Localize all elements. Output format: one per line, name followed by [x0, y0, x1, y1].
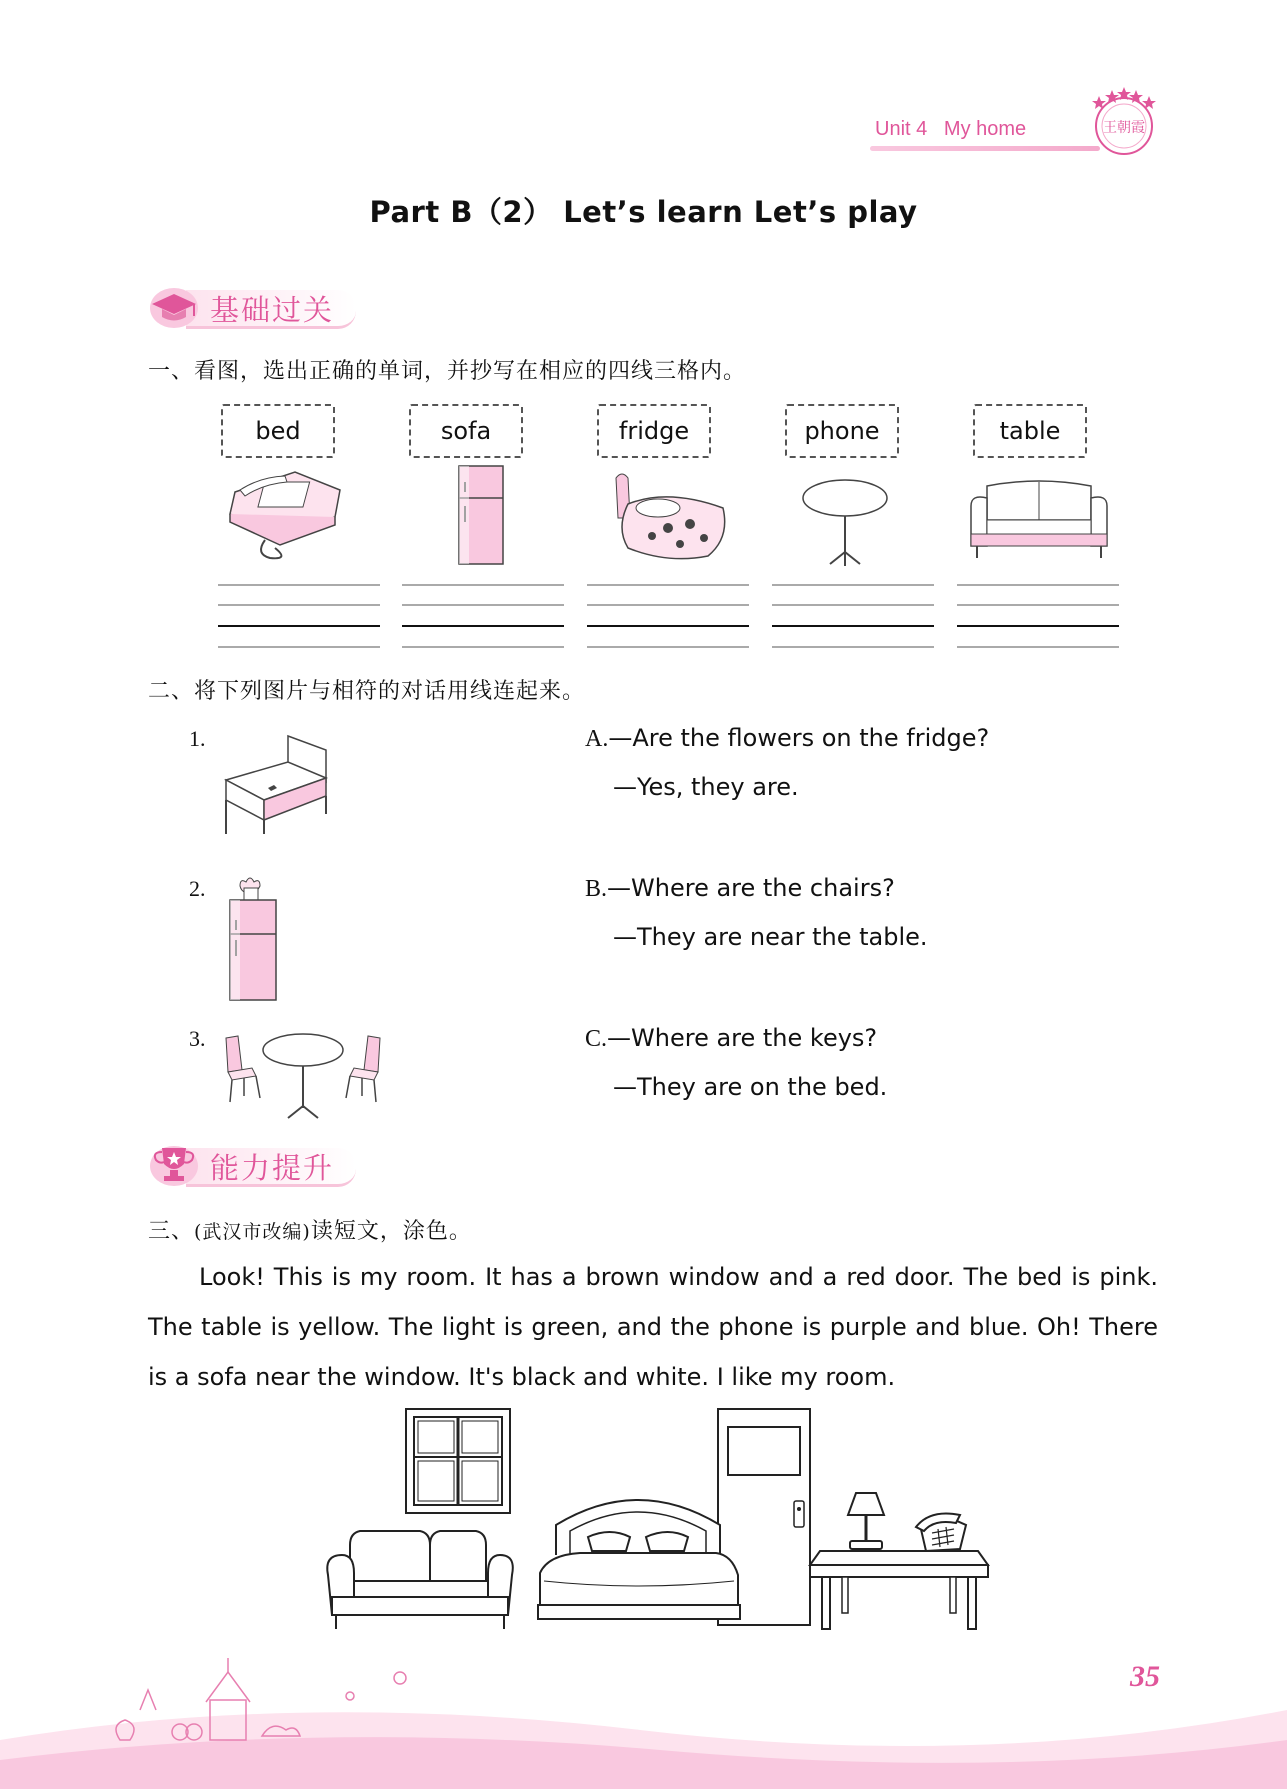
dialogue-line: —Where are the chairs?: [607, 874, 895, 902]
word-box-phone: phone: [785, 404, 899, 458]
phone-to-color: [916, 1514, 966, 1552]
writing-lines-1: [218, 584, 380, 648]
item-number-3: 3.: [189, 1026, 206, 1051]
dialogue-line: —Yes, they are.: [613, 773, 799, 801]
bed-with-keys-picture: [222, 730, 350, 840]
window-picture: [406, 1409, 510, 1513]
table-with-chairs-picture: [222, 1030, 384, 1122]
word-box-fridge: fridge: [597, 404, 711, 458]
section-heading-advanced: [148, 1140, 388, 1188]
fridge-with-flowers-picture: [224, 872, 282, 1004]
fridge-picture: [455, 462, 507, 568]
phone-picture: [225, 462, 345, 562]
footer-wave-decoration: [0, 1650, 1287, 1789]
dialogue-line: —They are near the table.: [613, 923, 928, 951]
bed-to-color: [538, 1500, 740, 1619]
item-number-1: 1.: [189, 726, 206, 751]
writing-lines-4: [772, 584, 934, 648]
question-1-instruction: 一、看图，选出正确的单词，并抄写在相应的四线三格内。: [148, 359, 747, 384]
header-underline: [870, 146, 1100, 151]
dialogue-line: —Are the flowers on the fridge?: [608, 724, 990, 752]
writing-lines-5: [957, 584, 1119, 648]
page-number: 35: [1130, 1660, 1160, 1693]
section-label: 能力提升: [210, 1151, 335, 1185]
instruction-text: 读短文，涂色。: [310, 1219, 472, 1244]
dialogue-line: —They are on the bed.: [613, 1073, 888, 1101]
dialogue-line: —Where are the keys?: [607, 1024, 878, 1052]
word-box-sofa: sofa: [409, 404, 523, 458]
writing-lines-3: [587, 584, 749, 648]
word-box-table: table: [973, 404, 1087, 458]
table-to-color: [810, 1551, 988, 1629]
section-heading-basic: [148, 282, 388, 330]
instruction-prefix: 三、: [148, 1219, 195, 1244]
dialogue-b: [585, 874, 928, 951]
unit-topic: My home: [943, 118, 1027, 140]
instruction-source: (武汉市改编): [194, 1221, 311, 1243]
room-coloring-picture: [320, 1405, 1010, 1635]
word-box-bed: bed: [221, 404, 335, 458]
item-number-2: 2.: [189, 876, 206, 901]
dialogue-c: [585, 1024, 887, 1101]
graduation-cap-icon: [148, 282, 204, 330]
bed-picture: [608, 468, 732, 564]
unit-number: Unit 4: [875, 118, 928, 140]
svg-text:王朝霞: 王朝霞: [1103, 120, 1145, 136]
publisher-seal-logo: [1085, 82, 1163, 160]
writing-lines-2: [402, 584, 564, 648]
dialogue-letter: C.: [585, 1026, 608, 1052]
sofa-picture: [967, 476, 1111, 564]
unit-header: [875, 118, 1026, 141]
page-title: Part B（2） Let’s learn Let’s play: [369, 195, 918, 229]
reading-passage: Look! This is my room. It has a brown window and a red door. The bed is pink. The table is yellow. The light is green, and the phone is purple and blue. Oh! There is a sofa near the window. It's black and white. I like my room.: [148, 1263, 1158, 1391]
section-label: 基础过关: [210, 293, 335, 327]
question-2-instruction: 二、将下列图片与相符的对话用线连起来。: [148, 679, 586, 704]
question-3-instruction: [148, 1214, 472, 1245]
dialogue-letter: B.: [585, 876, 608, 902]
dialogue-letter: A.: [585, 726, 609, 752]
table-picture: [800, 472, 890, 568]
trophy-icon: [148, 1140, 204, 1188]
sofa-to-color: [327, 1531, 513, 1629]
dialogue-a: [585, 724, 989, 801]
lamp-picture: [848, 1493, 884, 1549]
